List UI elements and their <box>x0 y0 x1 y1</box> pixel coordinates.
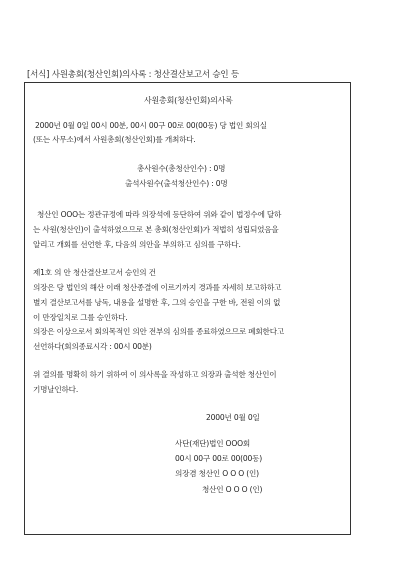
para1-line-3: 알리고 개회를 선언한 후, 다음의 의안을 부의하고 심의를 구하다. <box>33 240 241 249</box>
signature-liquidator: 청산인 O O O (인) <box>202 485 263 494</box>
para2-line-2: 별지 결산보고서를 낭독, 내용을 설명한 후, 그의 승인을 구한 바, 전원 이의 없 <box>33 298 281 307</box>
para1-line-1: 청산인 OOO는 정관규정에 따라 의장석에 등단하여 위와 같이 법정수에 달하 <box>37 210 282 219</box>
minutes-document <box>24 82 351 535</box>
signature-chair: 의장겸 청산인 O O O (인) <box>175 469 259 478</box>
form-header: [서식] 사원총회(청산인회)의사록 : 청산결산보고서 승인 등 <box>27 70 239 80</box>
para1-line-2: 는 사원(청산인)이 출석하였으므로 본 총회(청산인회)가 적법히 성립되었음을 <box>33 225 279 234</box>
para3-line-1: 위 결의를 명확히 하기 위하여 이 의사록을 작성하고 의장과 출석한 청산인이 <box>33 370 277 379</box>
para2-line-1: 의장은 당 법인의 해산 이래 청산종결에 이르기까지 경과를 자세히 보고하하고 <box>33 283 282 292</box>
intro-line-2: (또는 사무소)에서 사원총회(청산인회)를 개최하다. <box>33 135 196 144</box>
para3-line-2: 기명날인하다. <box>33 385 79 394</box>
organization-address: 00시 00구 00로 00(00동) <box>175 454 263 463</box>
organization-name: 사단(재단)법인 OOO회 <box>175 439 251 448</box>
agenda-title: 제1호 의 안 청산결산보고서 승인의 건 <box>33 268 156 277</box>
members-present: 출석사원수(출석청산인수) : 0명 <box>125 179 228 188</box>
document-title: 사원총회(청산인회)의사록 <box>144 96 233 105</box>
intro-line-1: 2000년 0월 0일 00시 00분, 00시 00구 00로 00(00동) 당 법인 회의실 <box>35 121 267 130</box>
members-total: 총사원수(총청산인수) : 0명 <box>137 164 226 173</box>
para2-line-5: 선언하다(회의종료시각 : 00시 00분) <box>33 342 152 351</box>
signing-date: 2000년 0월 0일 <box>206 413 260 422</box>
para2-line-4: 의장은 이상으로서 회의목적인 의안 전부의 심의를 종료하였으므로 폐회한다고 <box>33 327 284 336</box>
para2-line-3: 이 만장일치로 그를 승인하다. <box>33 313 128 322</box>
